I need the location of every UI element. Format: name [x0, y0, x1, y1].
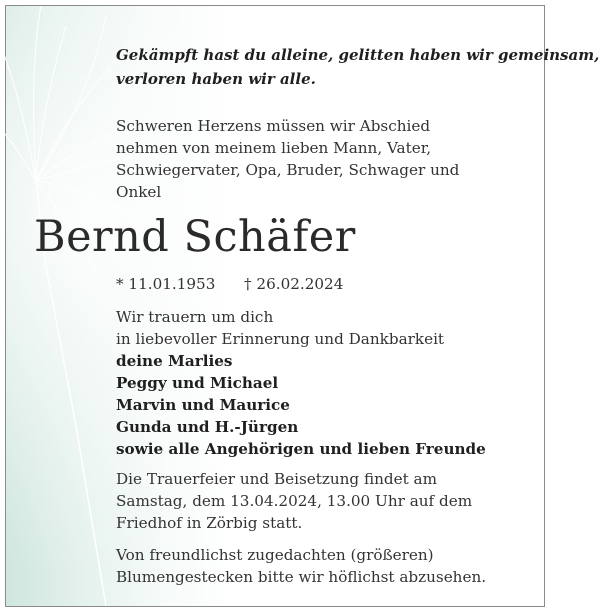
life-dates — [116, 273, 344, 295]
flowers-note — [116, 544, 536, 588]
intro-line: Onkel — [116, 183, 162, 201]
mourner-name: Gunda und H.-Jürgen — [116, 418, 299, 436]
intro-text — [116, 115, 536, 203]
birth-date: * 11.01.1953 — [116, 275, 216, 293]
mourner-name: Marvin und Maurice — [116, 396, 290, 414]
death-date: † 26.02.2024 — [244, 275, 344, 293]
service-info — [116, 468, 536, 534]
intro-line: Schweren Herzens müssen wir Abschied — [116, 117, 431, 135]
motto-line: Gekämpft hast du alleine, gelitten haben wir gemeinsam, — [116, 46, 599, 64]
mourner-name: deine Marlies — [116, 352, 233, 370]
service-line: Friedhof in Zörbig statt. — [116, 514, 303, 532]
mourning-line: in liebevoller Erinnerung und Dankbarkeit — [116, 330, 445, 348]
mourning-line: Wir trauern um dich — [116, 308, 274, 326]
service-line: Samstag, dem 13.04.2024, 13.00 Uhr auf dem — [116, 492, 473, 510]
flowers-line: Blumengestecken bitte wir höflichst abzusehen. — [116, 568, 487, 586]
service-line: Die Trauerfeier und Beisetzung findet am — [116, 470, 437, 488]
flowers-line: Von freundlichst zugedachten (größeren) — [116, 546, 434, 564]
intro-line: Schwiegervater, Opa, Bruder, Schwager und — [116, 161, 460, 179]
obituary-notice — [5, 5, 599, 607]
mourner-name: Peggy und Michael — [116, 374, 279, 392]
motto — [116, 43, 599, 91]
motto-line: verloren haben wir alle. — [116, 70, 316, 88]
mourner-name: sowie alle Angehörigen und lieben Freunde — [116, 440, 486, 458]
mourning-text — [116, 306, 536, 460]
intro-line: nehmen von meinem lieben Mann, Vater, — [116, 139, 432, 157]
deceased-name: Bernd Schäfer — [34, 212, 356, 262]
